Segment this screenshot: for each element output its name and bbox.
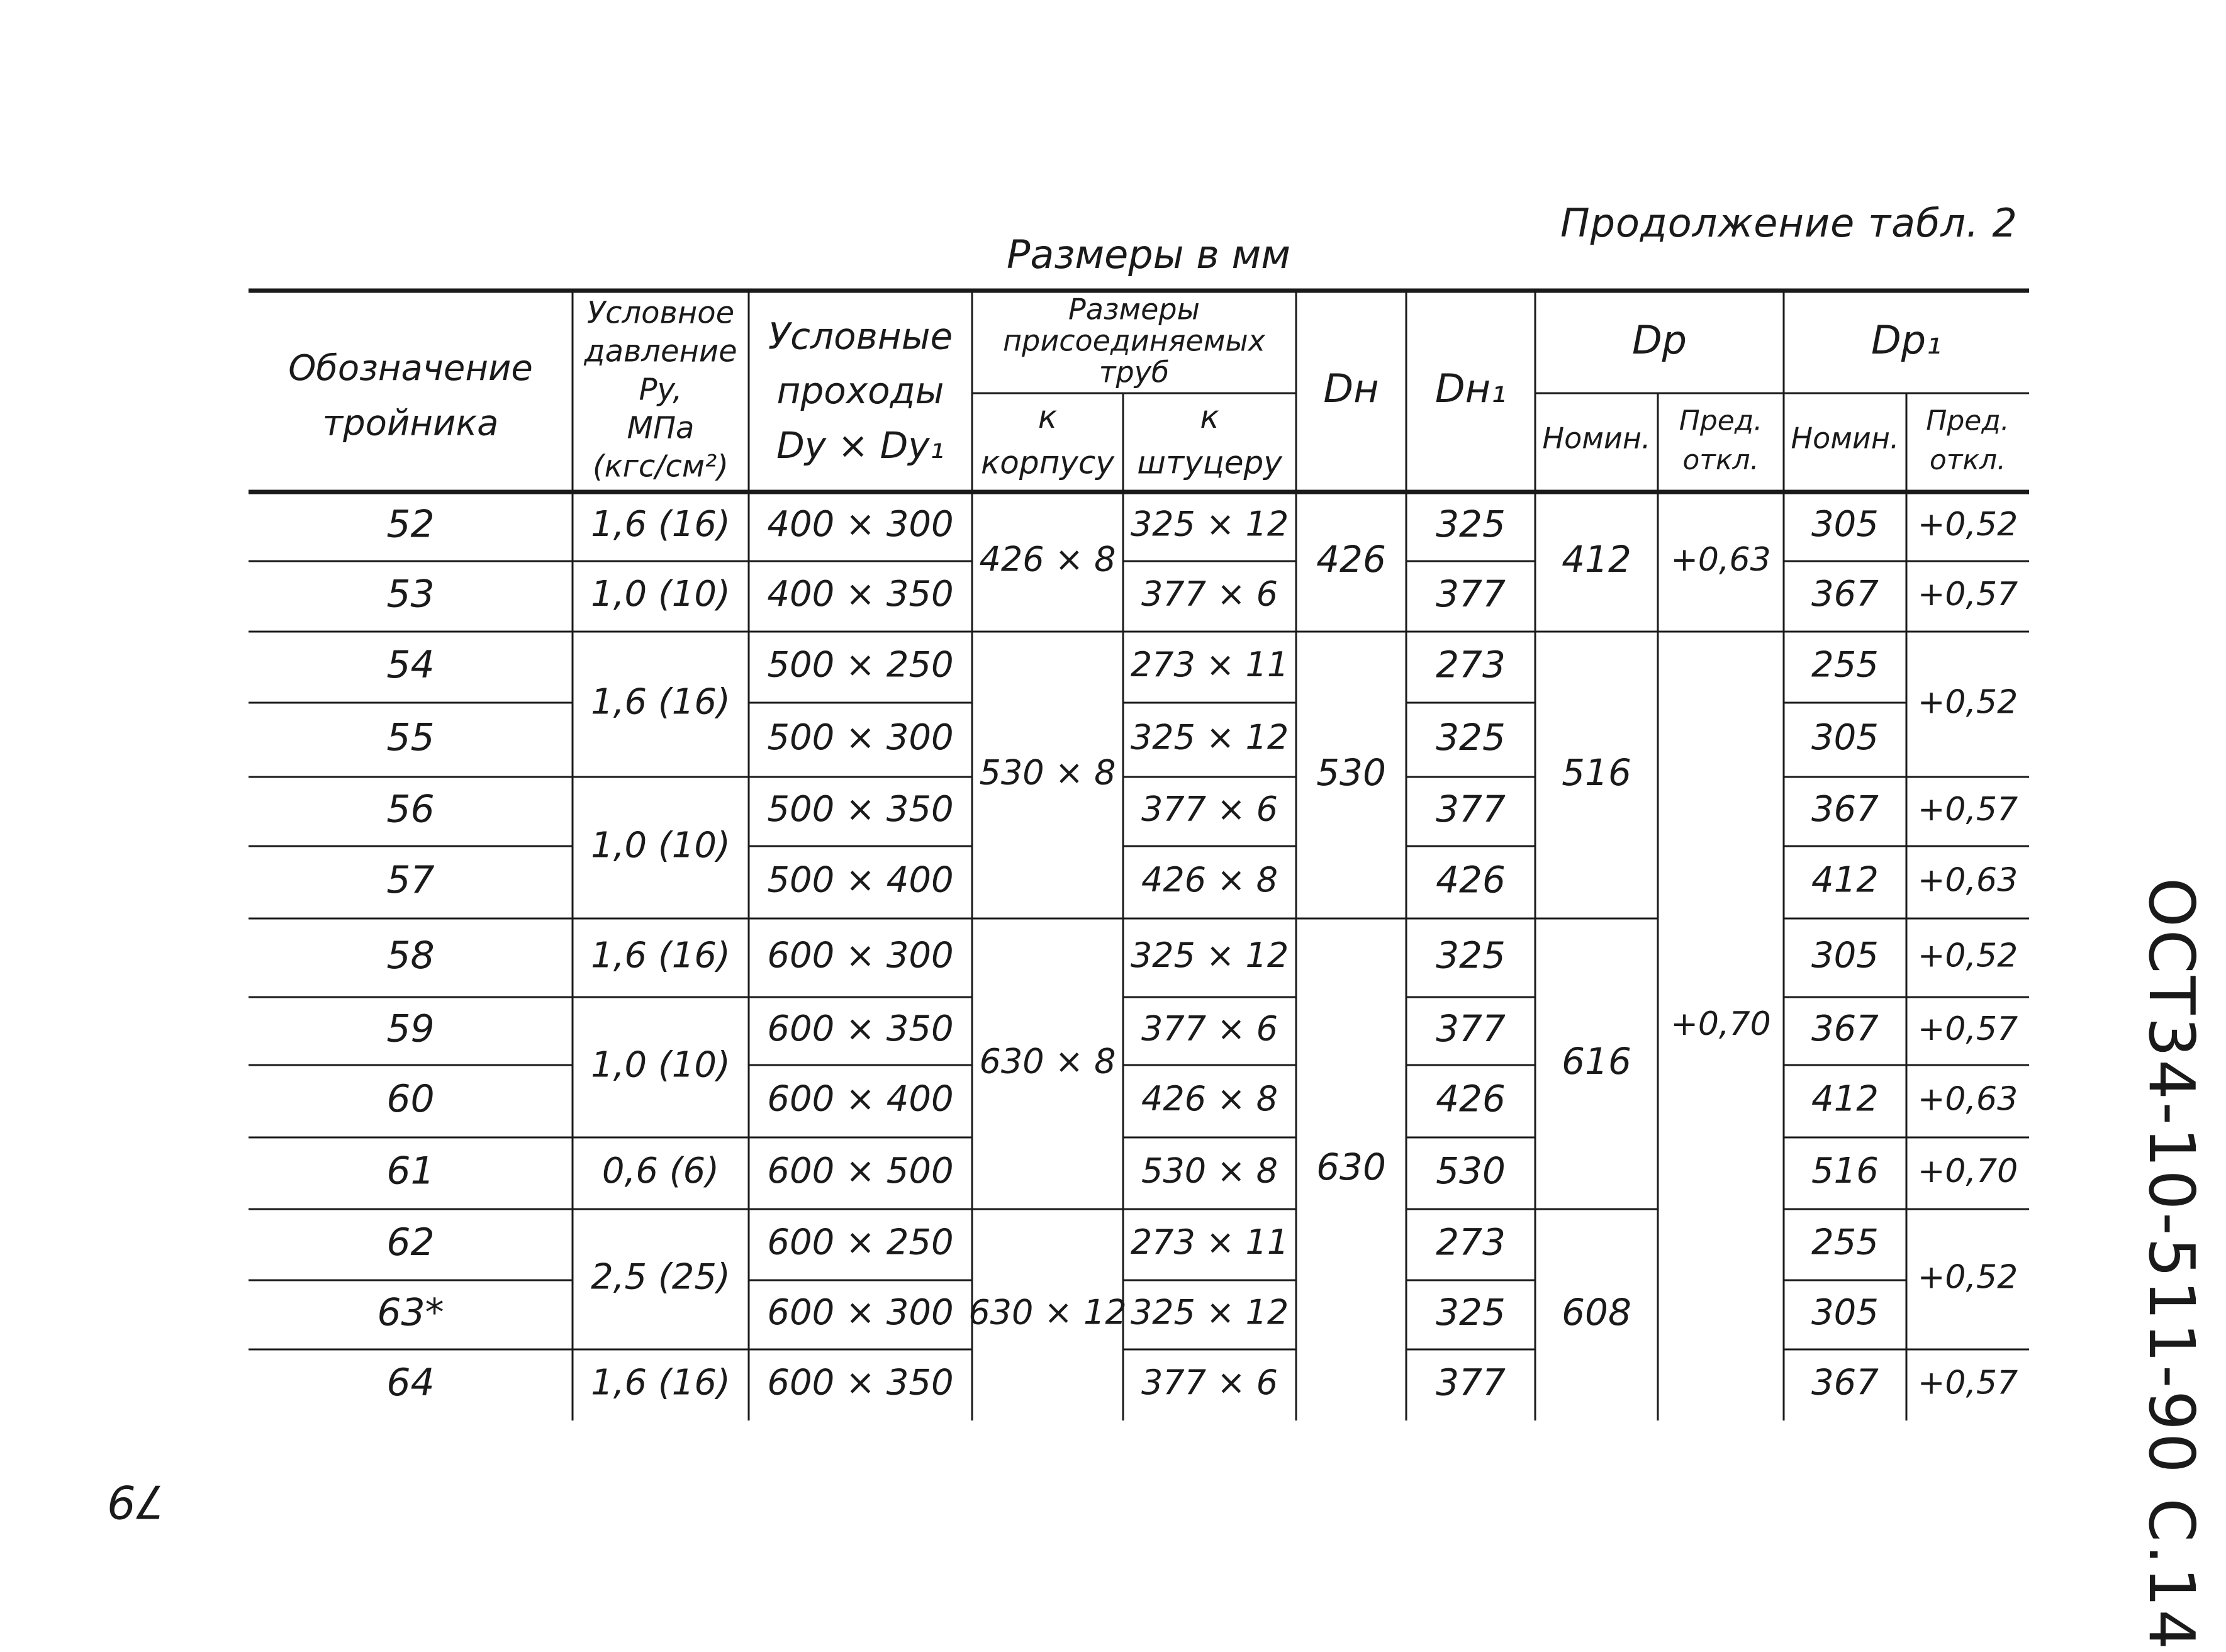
cell-designation: 61 — [386, 1149, 435, 1193]
cell-dn1: 325 — [1436, 934, 1506, 977]
cell-dp1-nominal: 305 — [1811, 1292, 1879, 1334]
header-passes: проходы — [776, 369, 944, 413]
cell-designation: 60 — [386, 1077, 435, 1122]
header-dp1: Dр₁ — [1871, 317, 1942, 364]
cell-to-fitting: 273 × 11 — [1130, 1222, 1289, 1263]
document-code-text: ОСТ34-10-511-90 С.14 — [2135, 878, 2208, 1652]
cell-passes: 500 × 350 — [767, 789, 954, 830]
header-pressure: Условное — [586, 295, 735, 331]
header-designation: тройника — [322, 403, 499, 444]
cell-dp1-tolerance: +0,52 — [1917, 937, 2018, 975]
header-dp-tolerance: откл. — [1682, 444, 1759, 476]
cell-to-body: 630 × 12 — [968, 1292, 1127, 1332]
header-pressure: давление — [584, 333, 737, 369]
cell-pressure-merged: 1,6 (16) — [591, 681, 730, 723]
header-pressure: Py, — [639, 372, 683, 408]
cell-dn1: 325 — [1436, 716, 1506, 759]
cell-dp1-tolerance: +0,70 — [1917, 1152, 2018, 1190]
cell-designation: 53 — [386, 572, 435, 617]
cell-passes: 600 × 350 — [767, 1008, 954, 1050]
cell-passes: 500 × 300 — [767, 717, 954, 759]
header-dn1: Dн₁ — [1435, 366, 1507, 412]
header-designation: Обозначение — [288, 347, 533, 389]
cell-designation: 64 — [386, 1361, 435, 1405]
cell-to-fitting: 377 × 6 — [1141, 1008, 1278, 1049]
cell-dp-nominal: 412 — [1562, 538, 1631, 581]
header-pipes-group: труб — [1099, 355, 1170, 389]
cell-dp1-tolerance: +0,63 — [1917, 1080, 2018, 1119]
header-pressure: МПа — [627, 410, 695, 446]
cell-passes: 600 × 250 — [767, 1222, 954, 1263]
cell-dp1-nominal: 412 — [1811, 1078, 1879, 1120]
cell-dp-nominal: 608 — [1562, 1291, 1631, 1334]
cell-dp1-tolerance: +0,57 — [1917, 1010, 2018, 1048]
cell-designation: 63* — [377, 1290, 444, 1335]
header-to-fitting: штуцеру — [1137, 444, 1282, 481]
cell-dp-nominal: 616 — [1562, 1040, 1631, 1083]
cell-passes: 500 × 250 — [767, 644, 954, 686]
cell-designation: 52 — [386, 502, 435, 547]
cell-to-fitting: 426 × 8 — [1141, 1079, 1278, 1119]
cell-pressure: 1,6 (16) — [591, 935, 730, 976]
cell-dn1: 377 — [1436, 1007, 1506, 1051]
cell-to-body: 426 × 8 — [979, 539, 1116, 579]
continuation-label: Продолжение табл. 2 — [1560, 200, 2018, 246]
cell-dp1-nominal: 305 — [1811, 935, 1879, 976]
cell-to-body: 530 × 8 — [979, 752, 1116, 793]
cell-designation: 62 — [386, 1220, 435, 1265]
cell-dn1: 273 — [1436, 1220, 1506, 1264]
cell-dp1-nominal: 367 — [1811, 574, 1879, 615]
cell-dn: 630 — [1316, 1146, 1386, 1189]
header-pipes-group: присоединяемых — [1003, 323, 1265, 358]
cell-dp-tolerance: +0,63 — [1670, 541, 1771, 579]
cell-dn1: 377 — [1436, 1361, 1506, 1404]
cell-to-fitting: 530 × 8 — [1141, 1151, 1278, 1191]
header-to-body: корпусу — [981, 444, 1114, 481]
cell-to-fitting: 377 × 6 — [1141, 789, 1278, 829]
cell-dp1-tolerance-merged: +0,52 — [1917, 683, 2018, 722]
cell-dn1: 426 — [1436, 1077, 1506, 1120]
cell-designation: 55 — [386, 715, 435, 760]
cell-dn1: 530 — [1436, 1149, 1506, 1193]
cell-passes: 400 × 300 — [767, 504, 954, 545]
header-pipes-group: Размеры — [1068, 292, 1200, 326]
cell-passes: 400 × 350 — [767, 574, 954, 615]
page-number-text: 79 — [107, 1475, 165, 1528]
cell-dp1-tolerance: +0,57 — [1917, 576, 2018, 613]
header-to-fitting: к — [1200, 398, 1219, 435]
units-label: Размеры в мм — [1007, 232, 1291, 277]
header-dp-nominal: Номин. — [1542, 421, 1651, 455]
cell-dp1-nominal: 305 — [1811, 717, 1879, 759]
cell-dp1-nominal: 367 — [1811, 789, 1879, 830]
cell-pressure-merged: 1,6 (16) — [591, 504, 730, 545]
header-dp1-nominal: Номин. — [1791, 421, 1899, 455]
cell-pressure-merged: 2,5 (25) — [591, 1256, 730, 1298]
header-dp: Dр — [1631, 317, 1687, 364]
cell-dn1: 377 — [1436, 788, 1506, 831]
cell-dp1-tolerance: +0,57 — [1917, 1364, 2018, 1402]
cell-dp1-tolerance-merged: +0,52 — [1917, 1258, 2018, 1297]
cell-dn: 530 — [1316, 751, 1386, 795]
cell-designation: 57 — [386, 858, 435, 903]
cell-dn1: 426 — [1436, 858, 1506, 901]
cell-to-fitting: 377 × 6 — [1141, 574, 1278, 614]
cell-dp1-nominal: 367 — [1811, 1008, 1879, 1050]
cell-dn: 426 — [1316, 538, 1386, 581]
cell-designation: 59 — [386, 1007, 435, 1051]
header-dn: Dн — [1323, 366, 1379, 412]
header-passes: Dy × Dy₁ — [776, 423, 944, 467]
cell-dp1-nominal: 255 — [1811, 1222, 1879, 1263]
cell-pressure-merged: 1,0 (10) — [591, 825, 730, 866]
cell-dp-nominal: 516 — [1562, 751, 1631, 795]
cell-dn1: 325 — [1436, 503, 1506, 546]
cell-dp1-nominal: 367 — [1811, 1362, 1879, 1404]
header-dp1-tolerance: откл. — [1929, 444, 2006, 476]
cell-designation: 54 — [386, 643, 435, 688]
cell-passes: 600 × 350 — [767, 1362, 954, 1404]
cell-to-fitting: 325 × 12 — [1130, 1292, 1289, 1332]
header-passes: Условные — [768, 315, 953, 358]
header-dp1-tolerance: Пред. — [1926, 405, 2010, 437]
cell-to-fitting: 273 × 11 — [1130, 645, 1289, 685]
cell-to-fitting: 377 × 6 — [1141, 1363, 1278, 1403]
cell-pressure: 0,6 (6) — [601, 1151, 720, 1192]
cell-passes: 600 × 300 — [767, 935, 954, 976]
cell-dp1-tolerance: +0,52 — [1917, 506, 2018, 544]
cell-dp1-nominal: 412 — [1811, 859, 1879, 901]
cell-pressure-merged: 1,0 (10) — [591, 574, 730, 615]
cell-to-fitting: 325 × 12 — [1130, 504, 1289, 544]
cell-passes: 600 × 300 — [767, 1292, 954, 1334]
cell-dp1-tolerance: +0,57 — [1917, 791, 2018, 829]
cell-pressure-merged: 1,0 (10) — [591, 1044, 730, 1086]
cell-passes: 600 × 400 — [767, 1078, 954, 1120]
header-to-body: к — [1037, 398, 1058, 435]
cell-to-fitting: 426 × 8 — [1141, 860, 1278, 900]
cell-dp1-tolerance: +0,63 — [1917, 861, 2018, 900]
cell-dp1-nominal: 255 — [1811, 644, 1879, 686]
header-pressure: (кгс/см²) — [592, 449, 729, 484]
cell-dn1: 325 — [1436, 1291, 1506, 1334]
cell-dp1-nominal: 516 — [1811, 1151, 1879, 1192]
cell-passes: 500 × 400 — [767, 859, 954, 901]
cell-passes: 600 × 500 — [767, 1151, 954, 1192]
cell-dp-tolerance: +0,70 — [1670, 1005, 1771, 1043]
cell-to-fitting: 325 × 12 — [1130, 717, 1289, 757]
cell-dn1: 273 — [1436, 643, 1506, 686]
cell-dn1: 377 — [1436, 572, 1506, 616]
cell-pressure: 1,6 (16) — [591, 1362, 730, 1404]
cell-to-fitting: 325 × 12 — [1130, 935, 1289, 976]
cell-dp1-nominal: 305 — [1811, 504, 1879, 545]
cell-to-body: 630 × 8 — [979, 1041, 1116, 1081]
cell-designation: 58 — [386, 934, 435, 978]
cell-designation: 56 — [386, 787, 435, 832]
header-dp-tolerance: Пред. — [1679, 405, 1763, 437]
